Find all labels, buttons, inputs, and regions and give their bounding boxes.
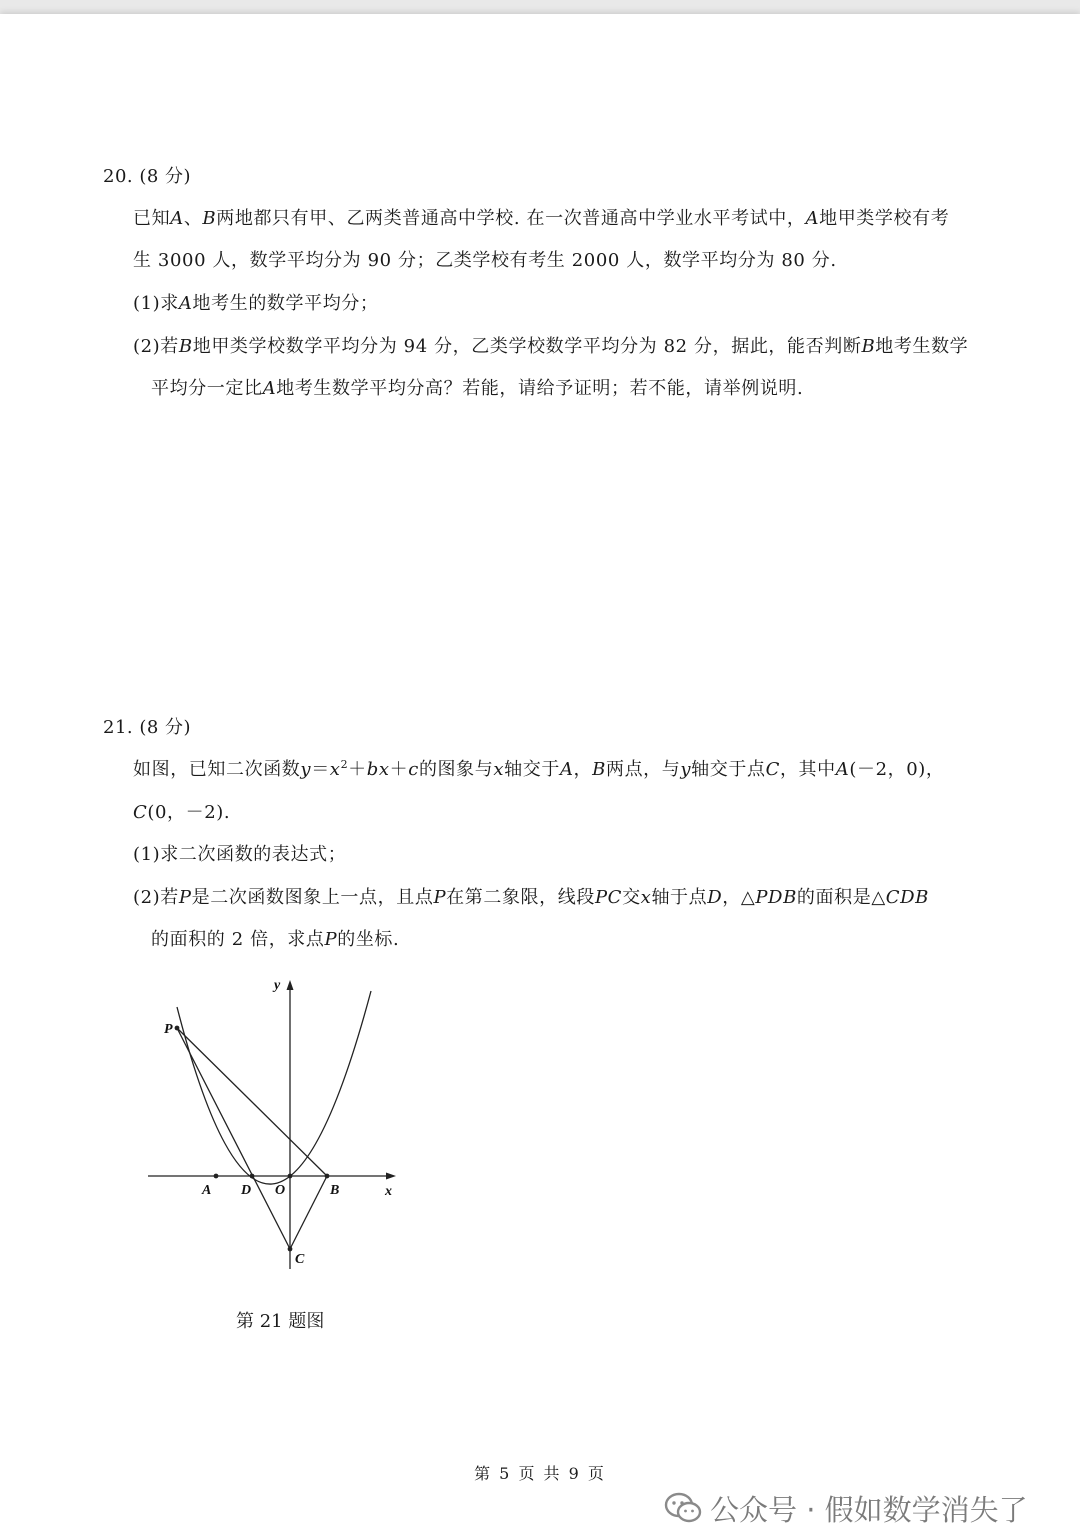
q20-part-1: (1)求A地考生的数学平均分； [133,293,379,314]
q21-part-2-cont: 的面积的 2 倍，求点P的坐标. [151,929,400,950]
watermark [664,1488,1028,1528]
q21-line-2: C(0，－2). [133,802,231,823]
label-b: B [330,1183,340,1198]
q20-part-2-cont: 平均分一定比A地考生数学平均分高？若能，请给予证明；若不能，请举例说明. [151,378,804,399]
point-o [288,1174,293,1179]
page-number: 第 5 页 共 9 页 [474,1464,606,1483]
point-b [325,1174,330,1179]
point-d [250,1174,255,1179]
q20-line-2: 生 3000 人，数学平均分为 90 分；乙类学校有考生 2000 人，数学平均分为 80 分. [133,250,837,271]
label-c: C [295,1252,305,1267]
label-o: O [275,1183,286,1198]
q21-heading: 21. (8 分) [103,717,192,738]
point-p [175,1026,180,1031]
y-axis-arrow-icon [287,980,294,990]
q21-figure [140,969,410,1274]
q21-part-1: (1)求二次函数的表达式； [133,844,347,865]
watermark-text: 公众号 · 假如数学消失了 [710,1492,1028,1527]
label-y: y [274,978,281,993]
q20-heading: 20. (8 分) [103,166,192,187]
q20-part-2: (2)若B地甲类学校数学平均分为 94 分，乙类学校数学平均分为 82 分，据此，能否判断B地考生数学 [133,336,969,357]
label-a: A [202,1183,212,1198]
q20-line-1: 已知A、B两地都只有甲、乙两类普通高中学校. 在一次普通高中学业水平考试中，A地甲类学校有考 [133,208,950,229]
label-p: P [164,1022,173,1037]
exam-page [0,14,1080,1535]
x-axis-arrow-icon [386,1173,396,1180]
parabola-curve [177,991,371,1184]
segment-bc [290,1176,327,1249]
q21-part-2: (2)若P是二次函数图象上一点，且点P在第二象限，线段PC交x轴于点D，△PDB的面积是△CDB [133,887,929,908]
figure-caption: 第 21 题图 [236,1311,325,1332]
label-d: D [241,1183,252,1198]
point-a [214,1174,219,1179]
q21-line-1: 如图，已知二次函数$y=x^2+bx+c$的图象与x轴交于A，B两点，与y轴交于点C，其中A(－2，0)， [133,758,945,780]
wechat-icon [664,1492,702,1524]
point-c [288,1247,293,1252]
label-x: x [385,1184,392,1199]
segment-pb [177,1028,327,1176]
segment-pc [177,1028,290,1249]
